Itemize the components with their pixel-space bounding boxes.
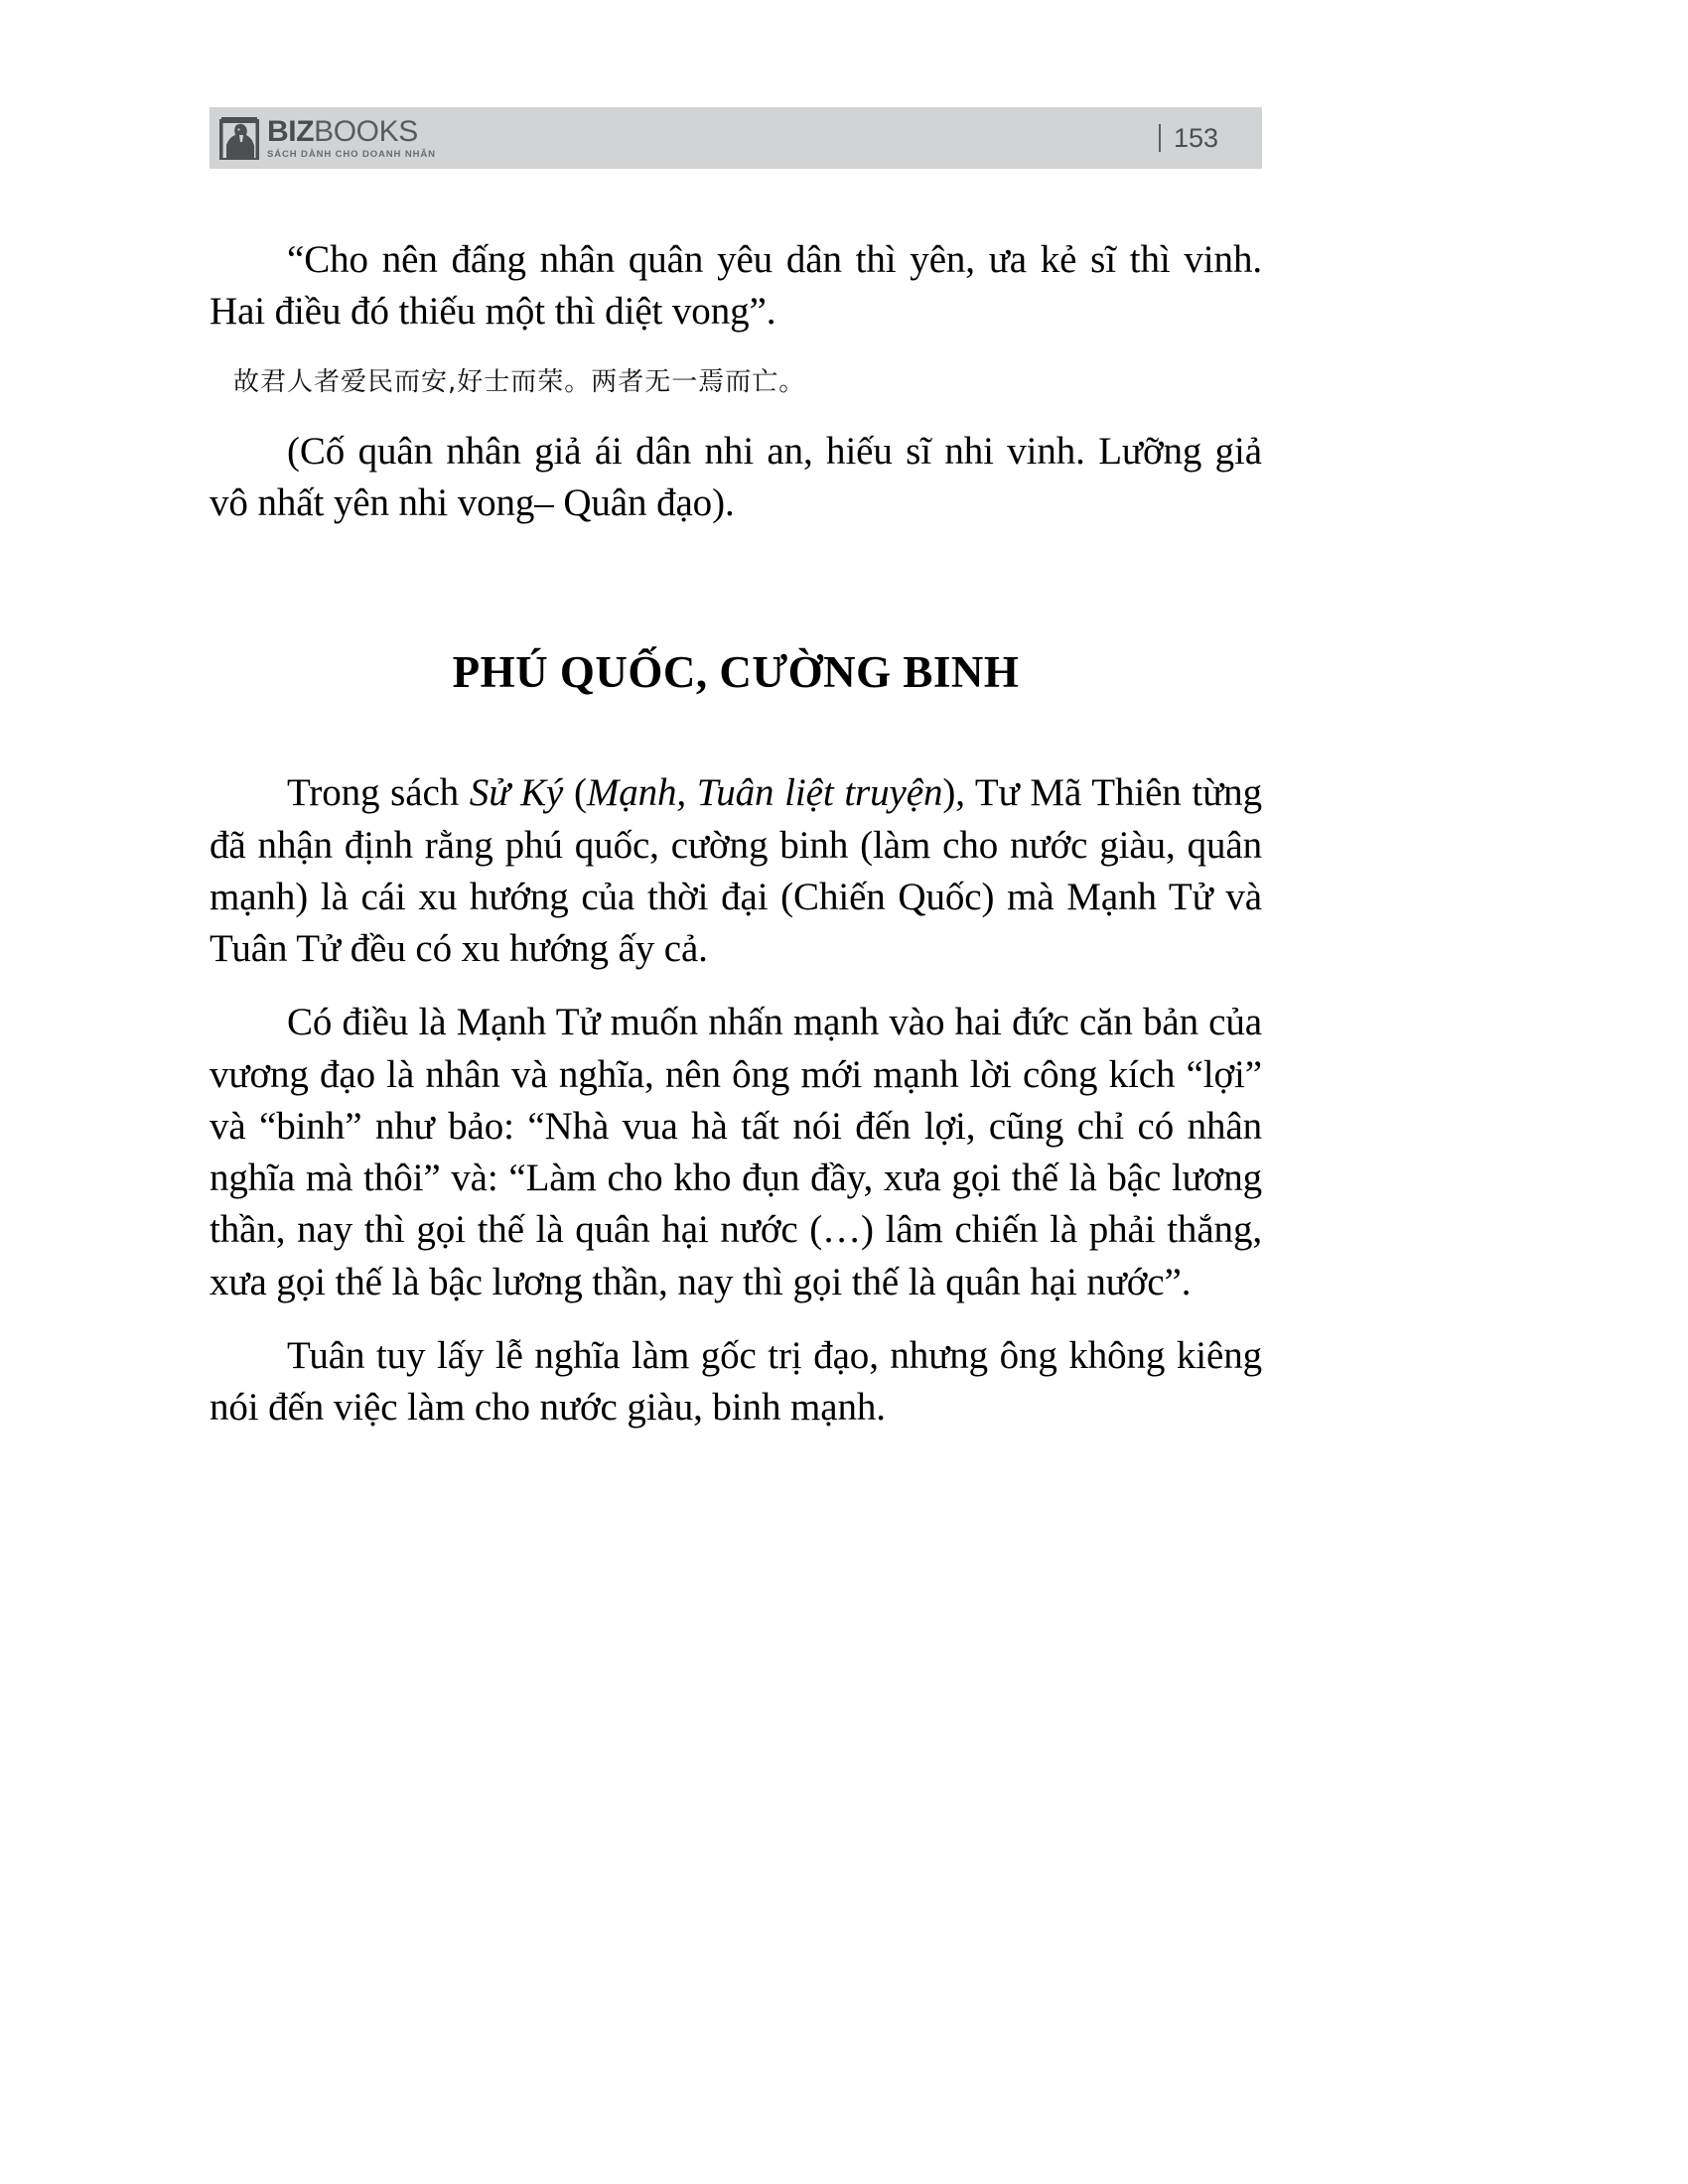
paragraph-1-pre: Trong sách — [287, 771, 470, 815]
text-column — [210, 234, 1262, 1433]
transliteration-paragraph: (Cố quân nhân giả ái dân nhi an, hiếu sĩ nhi vinh. Lưỡng giả vô nhất yên nhi vong– Quân đạo). — [210, 429, 1262, 525]
page-header-band — [210, 107, 1262, 169]
folio-separator-rule — [1159, 124, 1161, 152]
paragraph-1-mid: ( — [563, 771, 587, 815]
spacer — [210, 400, 1262, 426]
page-number-group — [1159, 123, 1262, 154]
brand-name-books: BOOKS — [314, 114, 418, 148]
body-paragraph-3: Tuân tuy lấy lễ nghĩa làm gốc trị đạo, nhưng ông không kiêng nói đến việc làm cho nước giàu, binh mạnh. — [210, 1333, 1262, 1430]
chinese-source-line: 故君人者爱民而安,好士而荣。两者无一焉而亡。 — [233, 366, 806, 397]
publisher-logo — [210, 107, 436, 169]
bizbooks-book-icon — [218, 115, 260, 161]
spacer — [210, 529, 1262, 646]
brand-name — [267, 114, 436, 148]
section-heading: PHÚ QUỐC, CƯỜNG BINH — [452, 647, 1020, 698]
paragraph-1-post: ), Tư Mã Thiên từng đã nhận định rằng phú quốc, cường binh (làm cho nước giàu, quân mạnh) là cái xu hướng của thời đại (Chiến Quốc) mà Mạnh Tử và Tuân Tử đều có xu hướng ấy cả. — [210, 771, 1262, 971]
quote-paragraph: “Cho nên đấng nhân quân yêu dân thì yên, ưa kẻ sĩ thì vinh. Hai điều đó thiếu một thì diệt vong”. — [210, 238, 1262, 334]
brand-name-biz: BIZ — [267, 114, 315, 148]
brand-tagline: SÁCH DÀNH CHO DOANH NHÂN — [267, 148, 436, 160]
spacer — [210, 698, 1262, 767]
page-number: 153 — [1173, 122, 1218, 153]
body-paragraph-1 — [210, 767, 1262, 975]
chapter-title-manh-tuan: Mạnh, Tuân liệt truyện — [586, 771, 943, 815]
body-paragraph-2: Có điều là Mạnh Tử muốn nhấn mạnh vào hai đức căn bản của vương đạo là nhân và nghĩa, nên ông mới mạnh lời công kích “lợi” và “binh” như bảo: “Nhà vua hà tất nói đến lợi, cũng chỉ có nhân nghĩa mà thôi” và: “Làm cho kho đụn đầy, xưa gọi thế là bậc lương thần, nay thì gọi thế là quân hại nước (…) lâm chiến là phải thắng, xưa gọi thế là bậc lương thần, nay thì gọi thế là quân hại nước”. — [210, 1001, 1262, 1303]
book-title-su-ky: Sử Ký — [469, 771, 564, 815]
brand-text-block — [267, 114, 436, 160]
